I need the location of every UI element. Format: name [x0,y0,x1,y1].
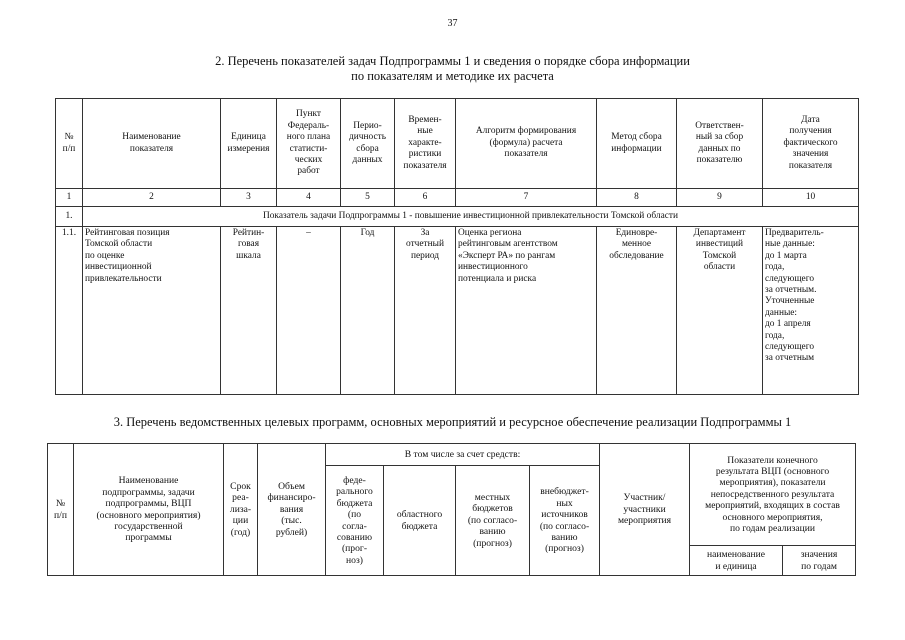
header-row [56,99,859,189]
section-2-title-line-1: 2. Перечень показателей задач Подпрограммы 1 и сведения о порядке сбора информации [215,54,690,68]
section-2-title [0,54,905,84]
header-name: Наименование показателя [83,99,221,189]
header-responsible: Ответствен- ный за сбор данных по показателю [677,99,763,189]
data-row-plan-item: – [277,227,341,395]
col-number: 7 [456,189,597,207]
p-header-including: В том числе за счет средств: [326,444,600,466]
p-header-volume: Объем финансиро- вания (тыс. рублей) [258,444,326,576]
task-row [56,207,859,227]
header-date: Дата получения фактического значения показателя [763,99,859,189]
p-header-num: № п/п [48,444,74,576]
section-2-title-line-2: по показателям и методике их расчета [351,69,554,83]
p-header-participant: Участник/ участники мероприятия [600,444,690,576]
col-number: 4 [277,189,341,207]
header-plan-item: Пункт Федераль- ного плана статисти- ческих работ [277,99,341,189]
data-row-algorithm: Оценка региона рейтинговым агентством «Эксперт РА» по рангам инвестиционного потенциала и риска [456,227,597,395]
task-row-text: Показатель задачи Подпрограммы 1 - повышение инвестиционной привлекательности Томской области [83,207,859,227]
data-row-responsible: Департамент инвестиций Томской области [677,227,763,395]
programs-table [47,443,856,576]
header-method: Метод сбора информации [597,99,677,189]
header-num: № п/п [56,99,83,189]
p-header-ind-name: наименование и единица [690,546,783,576]
data-row-date: Предваритель- ные данные: до 1 марта года, следующего за отчетным. Уточненные данные: до 1 апреля года, следующего за отчетным [763,227,859,395]
col-number: 9 [677,189,763,207]
programs-header-row-1 [48,444,856,466]
header-periodicity: Перио- дичность сбора данных [341,99,395,189]
p-header-federal: феде- рального бюджета (по согла- сованию (прог- ноз) [326,466,384,576]
col-number: 10 [763,189,859,207]
column-numbers-row [56,189,859,207]
data-row-name: Рейтинговая позиция Томской области по оценке инвестиционной привлекательности [83,227,221,395]
section-3-title: 3. Перечень ведомственных целевых программ, основных мероприятий и ресурсное обеспечение реализации Подпрограммы 1 [113,415,792,429]
p-header-regional: областного бюджета [384,466,456,576]
header-unit: Единица измерения [221,99,277,189]
p-header-name: Наименование подпрограммы, задачи подпрограммы, ВЦП (основного мероприятия) государственной программы [74,444,224,576]
p-header-local: местных бюджетов (по согласо- ванию (прогноз) [456,466,530,576]
p-header-indicators: Показатели конечного результата ВЦП (основного мероприятия), показатели непосредственного результата мероприятий, входящих в состав основного мероприятия, по годам реализации [690,444,856,546]
data-row-method: Единовре- менное обследование [597,227,677,395]
header-algorithm: Алгоритм формирования (формула) расчета показателя [456,99,597,189]
p-header-ind-values: значения по годам [783,546,856,576]
p-header-extra: внебюджет- ных источников (по согласо- ванию (прогноз) [530,466,600,576]
indicators-table [55,98,859,395]
data-row [56,227,859,395]
header-time-char: Времен- ные характе- ристики показателя [395,99,456,189]
col-number: 5 [341,189,395,207]
data-row-time-char: За отчетный период [395,227,456,395]
col-number: 6 [395,189,456,207]
col-number: 1 [56,189,83,207]
col-number: 2 [83,189,221,207]
data-row-periodicity: Год [341,227,395,395]
col-number: 3 [221,189,277,207]
data-row-num: 1.1. [56,227,83,395]
col-number: 8 [597,189,677,207]
data-row-unit: Рейтин- говая шкала [221,227,277,395]
page-number: 37 [447,18,458,29]
task-row-num: 1. [56,207,83,227]
p-header-term: Срок реа- лиза- ции (год) [224,444,258,576]
